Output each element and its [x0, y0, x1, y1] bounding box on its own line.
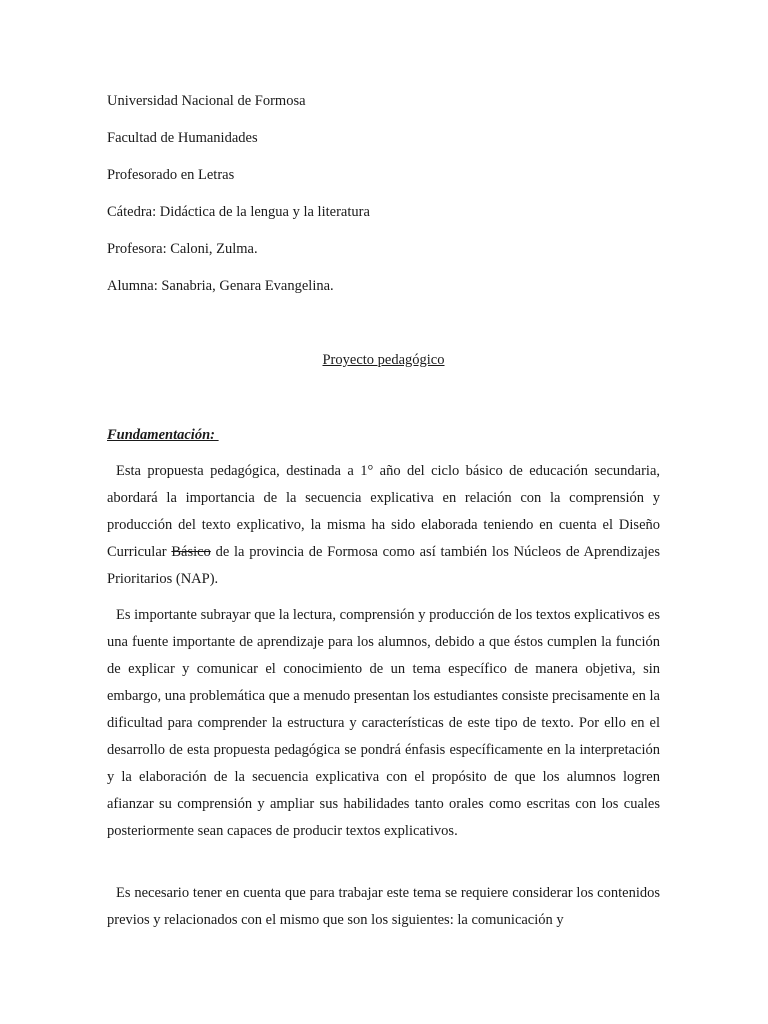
- paragraph-3: Es necesario tener en cuenta que para trabajar este tema se requiere considerar los contenidos previos y relacionados con el mismo que son los siguientes: la comunicación y: [107, 885, 660, 928]
- paragraph-1-text-a: Esta propuesta pedagógica, destinada a 1° año del ciclo básico de educación secundaria, abordará la importancia de la secuencia explicativa en relación con la comprensión y producción del texto explicativo, la misma ha sido elaborada teniendo en cuenta el Diseño Curricular: [107, 463, 660, 560]
- university-name: Universidad Nacional de Formosa: [107, 93, 306, 109]
- faculty-name: Facultad de Humanidades: [107, 130, 258, 146]
- professor-name: Profesora: Caloni, Zulma.: [107, 241, 258, 257]
- course-name: Cátedra: Didáctica de la lengua y la literatura: [107, 204, 370, 220]
- student-name: Alumna: Sanabria, Genara Evangelina.: [107, 278, 334, 294]
- struck-word: Básico: [171, 544, 211, 560]
- document-title-text: Proyecto pedagógico: [322, 352, 445, 368]
- paragraph-2: Es importante subrayar que la lectura, comprensión y producción de los textos explicativos es una fuente importante de aprendizaje para los alumnos, debido a que éstos cumplen la función de explicar y comunicar el conocimiento de un tema específico de manera objetiva, sin embargo, una problemática que a menudo presentan los estudiantes consiste precisamente en la dificultad para comprender la estructura y características de este tipo de texto. Por ello en el desarrollo de esta propuesta pedagógica se pondrá énfasis específicamente en la interpretación y la elaboración de la secuencia explicativa con el propósito de que los alumnos logren afianzar su comprensión y ampliar sus habilidades tanto orales como escritas con los cuales posteriormente sean capaces de producir textos explicativos.: [107, 607, 660, 839]
- section-heading: Fundamentación:: [107, 427, 219, 443]
- paragraph-1: [107, 458, 660, 593]
- paragraph-1-text-b: de la provincia de Formosa como así también los Núcleos de Aprendizajes Prioritarios (NAP).: [107, 544, 660, 587]
- document-page: [107, 0, 660, 1024]
- program-name: Profesorado en Letras: [107, 167, 235, 183]
- document-title: [107, 351, 660, 369]
